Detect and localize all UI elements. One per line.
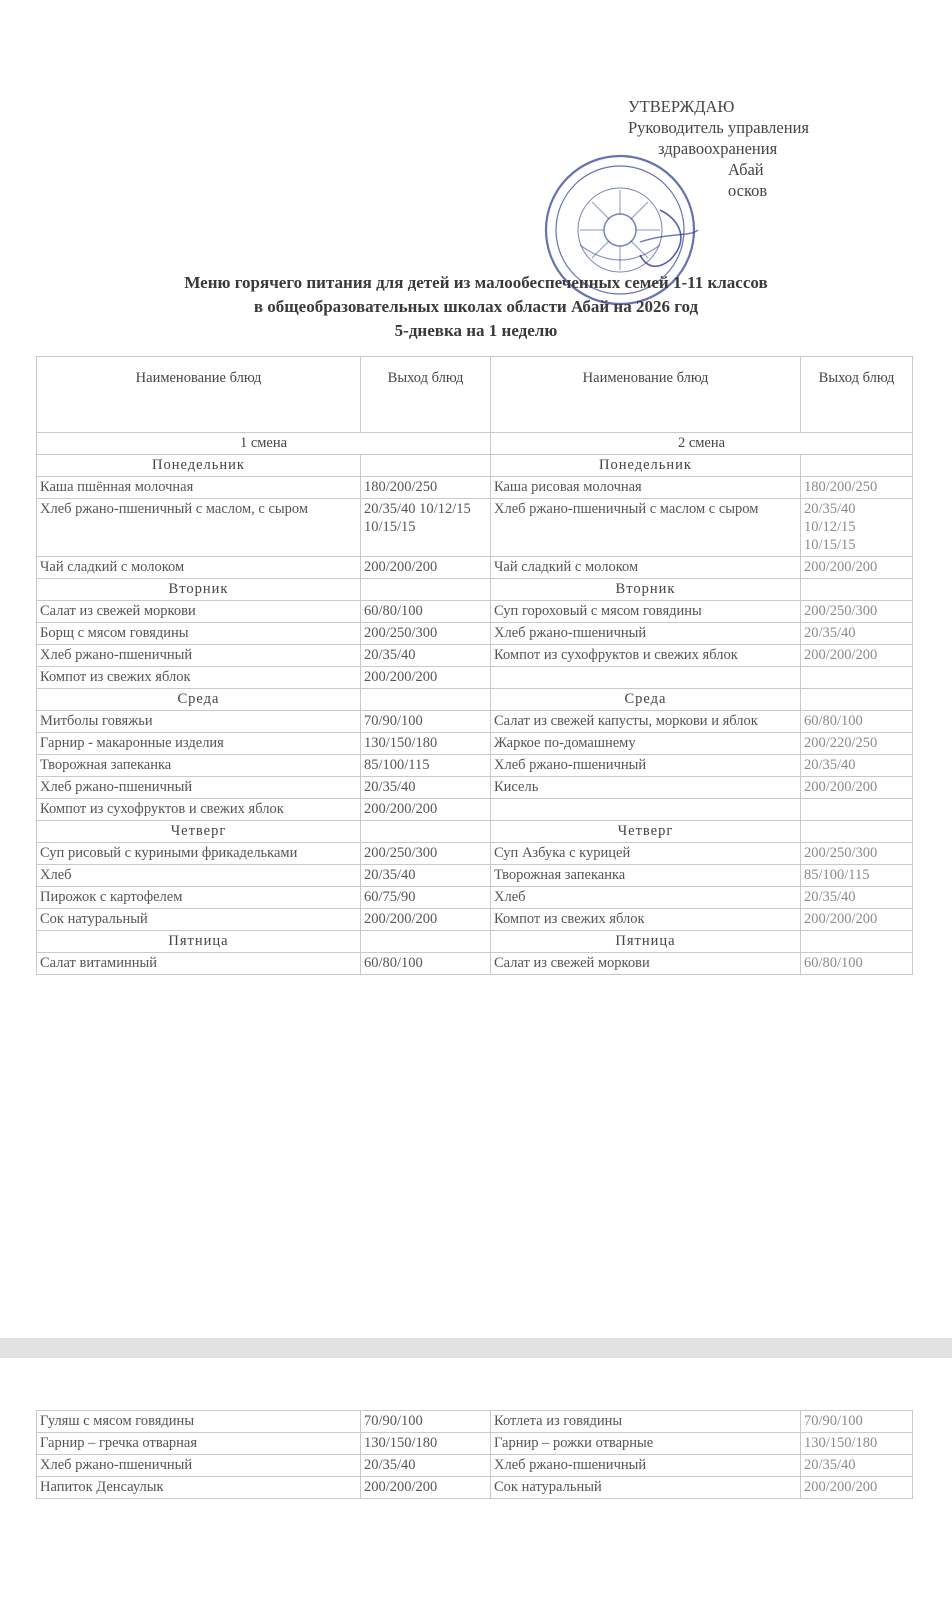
approval-region: Абай <box>728 160 764 179</box>
dish-row <box>37 887 913 909</box>
portion-shift-1: 180/200/250 <box>361 477 491 499</box>
document-title-line1: Меню горячего питания для детей из малообеспеченных семей 1-11 классов <box>184 273 768 292</box>
day-spacer <box>361 579 491 601</box>
approval-name: осков <box>728 181 768 200</box>
dish-name-shift-1: Гуляш с мясом говядины <box>37 1411 361 1433</box>
approval-position: Руководитель управления <box>628 118 809 137</box>
day-spacer <box>801 455 913 477</box>
portion-shift-1: 200/250/300 <box>361 843 491 865</box>
day-label-shift-1: Вторник <box>37 579 361 601</box>
dish-name-shift-2: Каша рисовая молочная <box>491 477 801 499</box>
dish-name-shift-2: Жаркое по-домашнему <box>491 733 801 755</box>
portion-shift-2: 200/250/300 <box>801 601 913 623</box>
dish-name-shift-1: Гарнир – гречка отварная <box>37 1433 361 1455</box>
portion-shift-1: 20/35/40 <box>361 777 491 799</box>
day-label-shift-1: Четверг <box>37 821 361 843</box>
dish-row <box>37 865 913 887</box>
dish-name-shift-2: Хлеб ржано-пшеничный <box>491 755 801 777</box>
day-label-shift-2: Четверг <box>491 821 801 843</box>
dish-row <box>37 645 913 667</box>
portion-shift-1: 130/150/180 <box>361 1433 491 1455</box>
portion-shift-2 <box>801 667 913 689</box>
dish-row <box>37 777 913 799</box>
dish-name-shift-1: Гарнир - макаронные изделия <box>37 733 361 755</box>
portion-shift-2: 200/200/200 <box>801 1477 913 1499</box>
shift-2-label: 2 смена <box>491 433 913 455</box>
dish-name-shift-2: Хлеб <box>491 887 801 909</box>
shift-1-label: 1 смена <box>37 433 491 455</box>
dish-name-shift-2: Компот из сухофруктов и свежих яблок <box>491 645 801 667</box>
page-separator <box>0 1338 952 1358</box>
header-portion-1: Выход блюд <box>361 357 491 433</box>
dish-row <box>37 799 913 821</box>
day-row <box>37 455 913 477</box>
portion-shift-1: 20/35/40 <box>361 865 491 887</box>
dish-name-shift-2: Суп Азбука с курицей <box>491 843 801 865</box>
dish-row <box>37 755 913 777</box>
header-dish-name-2: Наименование блюд <box>491 357 801 433</box>
dish-name-shift-2: Хлеб ржано-пшеничный <box>491 623 801 645</box>
dish-row <box>37 953 913 975</box>
portion-shift-1: 200/200/200 <box>361 799 491 821</box>
document-title-line2: в общеобразовательных школах области Абай на 2026 год <box>253 297 699 316</box>
dish-name-shift-1: Сок натуральный <box>37 909 361 931</box>
portion-shift-1: 200/200/200 <box>361 909 491 931</box>
portion-shift-1: 200/200/200 <box>361 667 491 689</box>
dish-name-shift-2 <box>491 667 801 689</box>
day-row <box>37 689 913 711</box>
dish-name-shift-2: Сок натуральный <box>491 1477 801 1499</box>
dish-name-shift-1: Хлеб ржано-пшеничный <box>37 1455 361 1477</box>
dish-name-shift-1: Компот из сухофруктов и свежих яблок <box>37 799 361 821</box>
day-row <box>37 931 913 953</box>
portion-shift-2: 60/80/100 <box>801 711 913 733</box>
portion-shift-1: 130/150/180 <box>361 733 491 755</box>
day-label-shift-1: Среда <box>37 689 361 711</box>
portion-shift-2: 20/35/40 <box>801 887 913 909</box>
table-header-row <box>37 357 913 433</box>
dish-name-shift-1: Митболы говяжьи <box>37 711 361 733</box>
dish-row <box>37 667 913 689</box>
day-spacer <box>361 821 491 843</box>
dish-row <box>37 711 913 733</box>
portion-shift-2 <box>801 799 913 821</box>
portion-shift-2: 20/35/40 10/12/15 10/15/15 <box>801 499 913 557</box>
portion-shift-2: 200/200/200 <box>801 645 913 667</box>
dish-name-shift-2 <box>491 799 801 821</box>
day-label-shift-2: Вторник <box>491 579 801 601</box>
dish-name-shift-1: Хлеб ржано-пшеничный <box>37 645 361 667</box>
day-spacer <box>361 931 491 953</box>
approval-heading: УТВЕРЖДАЮ <box>628 97 735 116</box>
day-spacer <box>801 579 913 601</box>
portion-shift-1: 60/80/100 <box>361 953 491 975</box>
dish-name-shift-1: Хлеб ржано-пшеничный с маслом, с сыром <box>37 499 361 557</box>
menu-body-continued <box>37 1411 913 1499</box>
day-label-shift-2: Пятница <box>491 931 801 953</box>
document-title-line3: 5-дневка на 1 неделю <box>394 321 558 340</box>
dish-row <box>37 1411 913 1433</box>
dish-name-shift-2: Чай сладкий с молоком <box>491 557 801 579</box>
dish-name-shift-2: Гарнир – рожки отварные <box>491 1433 801 1455</box>
day-row <box>37 579 913 601</box>
portion-shift-1: 70/90/100 <box>361 1411 491 1433</box>
dish-row <box>37 1455 913 1477</box>
portion-shift-1: 70/90/100 <box>361 711 491 733</box>
dish-row <box>37 843 913 865</box>
dish-name-shift-2: Кисель <box>491 777 801 799</box>
dish-name-shift-2: Творожная запеканка <box>491 865 801 887</box>
dish-name-shift-1: Борщ с мясом говядины <box>37 623 361 645</box>
day-spacer <box>801 821 913 843</box>
day-label-shift-1: Пятница <box>37 931 361 953</box>
dish-name-shift-2: Компот из свежих яблок <box>491 909 801 931</box>
dish-row <box>37 499 913 557</box>
day-row <box>37 821 913 843</box>
dish-name-shift-1: Салат из свежей моркови <box>37 601 361 623</box>
shift-row <box>37 433 913 455</box>
dish-name-shift-1: Пирожок с картофелем <box>37 887 361 909</box>
dish-name-shift-2: Хлеб ржано-пшеничный <box>491 1455 801 1477</box>
dish-name-shift-1: Суп рисовый с куриными фрикадельками <box>37 843 361 865</box>
portion-shift-2: 20/35/40 <box>801 755 913 777</box>
portion-shift-2: 85/100/115 <box>801 865 913 887</box>
dish-name-shift-1: Компот из свежих яблок <box>37 667 361 689</box>
dish-name-shift-2: Салат из свежей капусты, моркови и яблок <box>491 711 801 733</box>
dish-row <box>37 623 913 645</box>
menu-body <box>37 455 913 975</box>
dish-row <box>37 1433 913 1455</box>
dish-name-shift-1: Напиток Денсаулык <box>37 1477 361 1499</box>
portion-shift-2: 130/150/180 <box>801 1433 913 1455</box>
dish-name-shift-1: Хлеб <box>37 865 361 887</box>
dish-name-shift-2: Хлеб ржано-пшеничный с маслом с сыром <box>491 499 801 557</box>
dish-row <box>37 733 913 755</box>
portion-shift-2: 200/250/300 <box>801 843 913 865</box>
day-spacer <box>801 689 913 711</box>
menu-table-continued <box>36 1410 913 1499</box>
day-spacer <box>801 931 913 953</box>
portion-shift-1: 20/35/40 <box>361 1455 491 1477</box>
header-portion-2: Выход блюд <box>801 357 913 433</box>
day-spacer <box>361 689 491 711</box>
portion-shift-1: 20/35/40 10/12/15 10/15/15 <box>361 499 491 557</box>
portion-shift-1: 200/250/300 <box>361 623 491 645</box>
dish-name-shift-2: Салат из свежей моркови <box>491 953 801 975</box>
portion-shift-1: 200/200/200 <box>361 557 491 579</box>
portion-shift-2: 200/200/200 <box>801 909 913 931</box>
dish-name-shift-1: Хлеб ржано-пшеничный <box>37 777 361 799</box>
portion-shift-2: 180/200/250 <box>801 477 913 499</box>
dish-name-shift-1: Творожная запеканка <box>37 755 361 777</box>
dish-name-shift-1: Чай сладкий с молоком <box>37 557 361 579</box>
page-2 <box>0 1358 952 1600</box>
portion-shift-2: 200/220/250 <box>801 733 913 755</box>
portion-shift-2: 60/80/100 <box>801 953 913 975</box>
header-dish-name-1: Наименование блюд <box>37 357 361 433</box>
day-label-shift-2: Понедельник <box>491 455 801 477</box>
portion-shift-1: 20/35/40 <box>361 645 491 667</box>
dish-name-shift-2: Суп гороховый с мясом говядины <box>491 601 801 623</box>
day-label-shift-1: Понедельник <box>37 455 361 477</box>
dish-row <box>37 909 913 931</box>
portion-shift-2: 20/35/40 <box>801 623 913 645</box>
day-spacer <box>361 455 491 477</box>
dish-name-shift-2: Котлета из говядины <box>491 1411 801 1433</box>
dish-row <box>37 1477 913 1499</box>
menu-table <box>36 356 913 975</box>
dish-name-shift-1: Каша пшённая молочная <box>37 477 361 499</box>
portion-shift-1: 60/80/100 <box>361 601 491 623</box>
portion-shift-2: 70/90/100 <box>801 1411 913 1433</box>
portion-shift-2: 200/200/200 <box>801 777 913 799</box>
dish-row <box>37 477 913 499</box>
portion-shift-1: 85/100/115 <box>361 755 491 777</box>
portion-shift-2: 20/35/40 <box>801 1455 913 1477</box>
portion-shift-1: 60/75/90 <box>361 887 491 909</box>
day-label-shift-2: Среда <box>491 689 801 711</box>
dish-name-shift-1: Салат витаминный <box>37 953 361 975</box>
approval-department: здравоохранения <box>658 139 778 158</box>
dish-row <box>37 601 913 623</box>
portion-shift-2: 200/200/200 <box>801 557 913 579</box>
portion-shift-1: 200/200/200 <box>361 1477 491 1499</box>
dish-row <box>37 557 913 579</box>
